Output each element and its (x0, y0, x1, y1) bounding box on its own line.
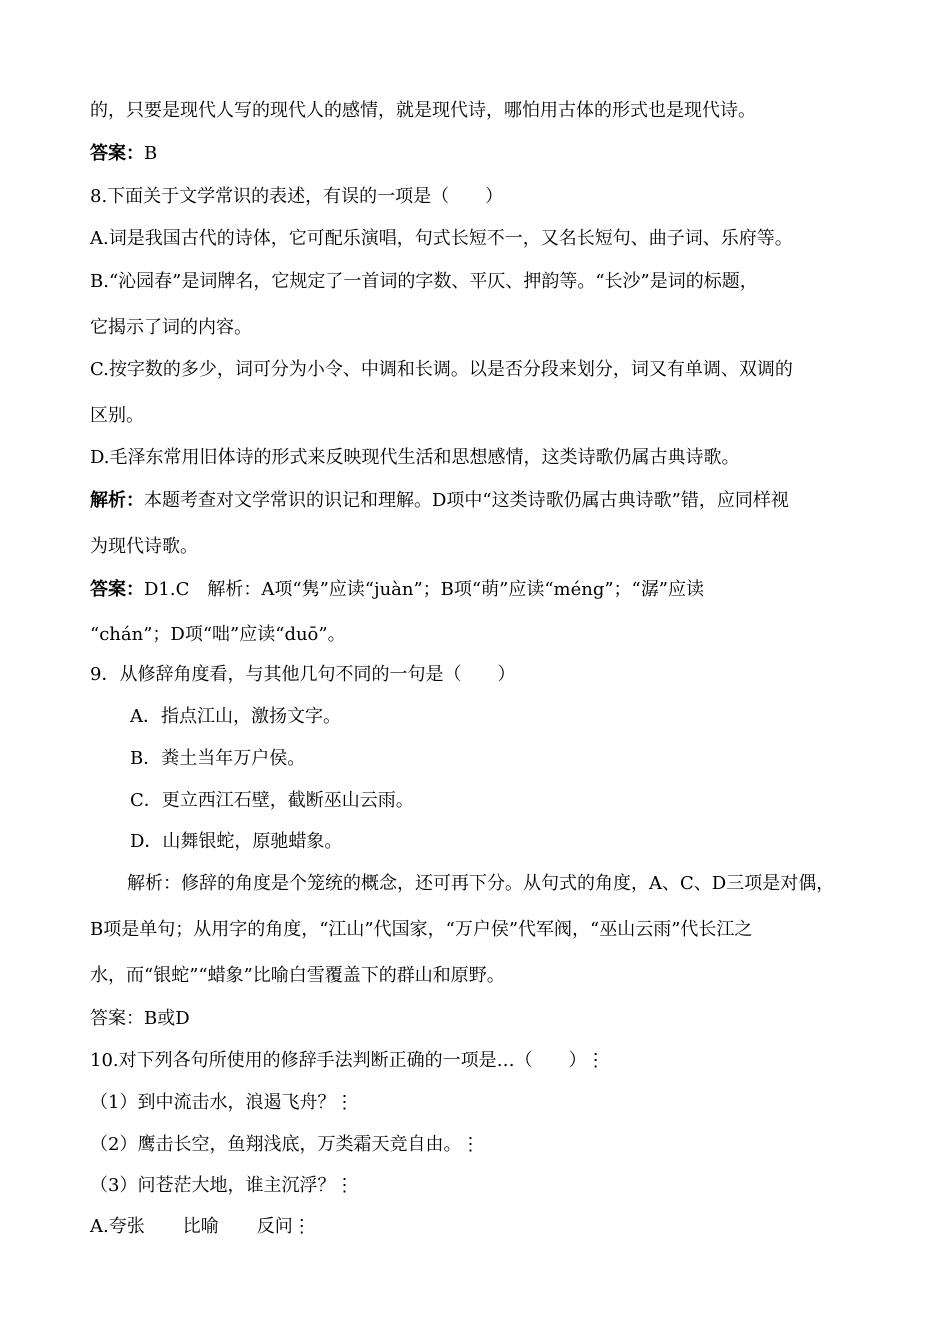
question-8-stem: 8.下面关于文学常识的表述，有误的一项是（ ） (90, 186, 504, 207)
question-8-option-d: D.毛泽东常用旧体诗的形式来反映现代生活和思想感情，这类诗歌仍属古典诗歌。 (90, 447, 740, 468)
question-9-option-b: B．粪土当年万户侯。 (130, 748, 306, 769)
analysis-label: 解析： (90, 490, 144, 511)
question-9-analysis: 解析：修辞的角度是个笼统的概念，还可再下分。从句式的角度，A、C、D三项是对偶， (127, 873, 835, 894)
answer-value: D1.C 解析：A项“隽”应读“juàn”；B项“萌”应读“méng”；“潺”应读 (144, 579, 704, 600)
question-9-answer: 答案：B或D (90, 1008, 190, 1029)
answer-line (90, 142, 880, 166)
option-a-first: A.夸张 (90, 1216, 145, 1237)
answer-line-cont: “chán”；D项“咄”应读“duō”。 (90, 624, 346, 645)
question-10-stem: 10.对下列各句所使用的修辞手法判断正确的一项是…（ ）⋮ (90, 1050, 605, 1071)
answer-line (90, 578, 880, 602)
option-a-third: 反问⋮ (256, 1216, 311, 1237)
answer-label: 答案： (90, 143, 144, 164)
analysis-line-cont: 为现代诗歌。 (90, 536, 198, 557)
question-9-option-a: A．指点江山，激扬文字。 (130, 706, 341, 727)
question-8-option-b-cont: 它揭示了词的内容。 (90, 317, 252, 338)
question-10-option-a (90, 1215, 880, 1239)
analysis-line (90, 489, 880, 513)
question-9-stem: 9．从修辞角度看，与其他几句不同的一句是（ ） (90, 664, 516, 685)
question-9-analysis-cont: B项是单句；从用字的角度，“江山”代国家，“万户侯”代军阀，“巫山云雨”代长江之 (90, 919, 753, 940)
question-10-item-1: （1）到中流击水，浪遏飞舟？⋮ (90, 1092, 354, 1113)
question-8-option-c: C.按字数的多少，词可分为小令、中调和长调。以是否分段来划分，词又有单调、双调的 (90, 359, 793, 380)
answer-value: B (144, 143, 158, 164)
analysis-text: 本题考查对文学常识的识记和理解。D项中“这类诗歌仍属古典诗歌”错，应同样视 (144, 490, 789, 511)
question-10-item-2: （2）鹰击长空，鱼翔浅底，万类霜天竞自由。⋮ (90, 1134, 480, 1155)
question-9-option-c: C．更立西江石壁，截断巫山云雨。 (130, 790, 414, 811)
question-8-option-b: B.“沁园春”是词牌名，它规定了一首词的字数、平仄、押韵等。“长沙”是词的标题， (90, 271, 758, 292)
answer-label: 答案： (90, 579, 144, 600)
text-line: 的，只要是现代人写的现代人的感情，就是现代诗，哪怕用古体的形式也是现代诗。 (90, 100, 756, 121)
question-9-analysis-cont: 水，而“银蛇”“蜡象”比喻白雪覆盖下的群山和原野。 (90, 965, 505, 986)
option-a-second: 比喻 (182, 1216, 219, 1237)
question-8-option-a: A.词是我国古代的诗体，它可配乐演唱，句式长短不一，又名长短句、曲子词、乐府等。 (90, 228, 793, 249)
question-8-option-c-cont: 区别。 (90, 405, 144, 426)
question-9-option-d: D．山舞银蛇，原驰蜡象。 (130, 831, 343, 852)
question-10-item-3: （3）问苍茫大地，谁主沉浮？⋮ (90, 1175, 354, 1196)
